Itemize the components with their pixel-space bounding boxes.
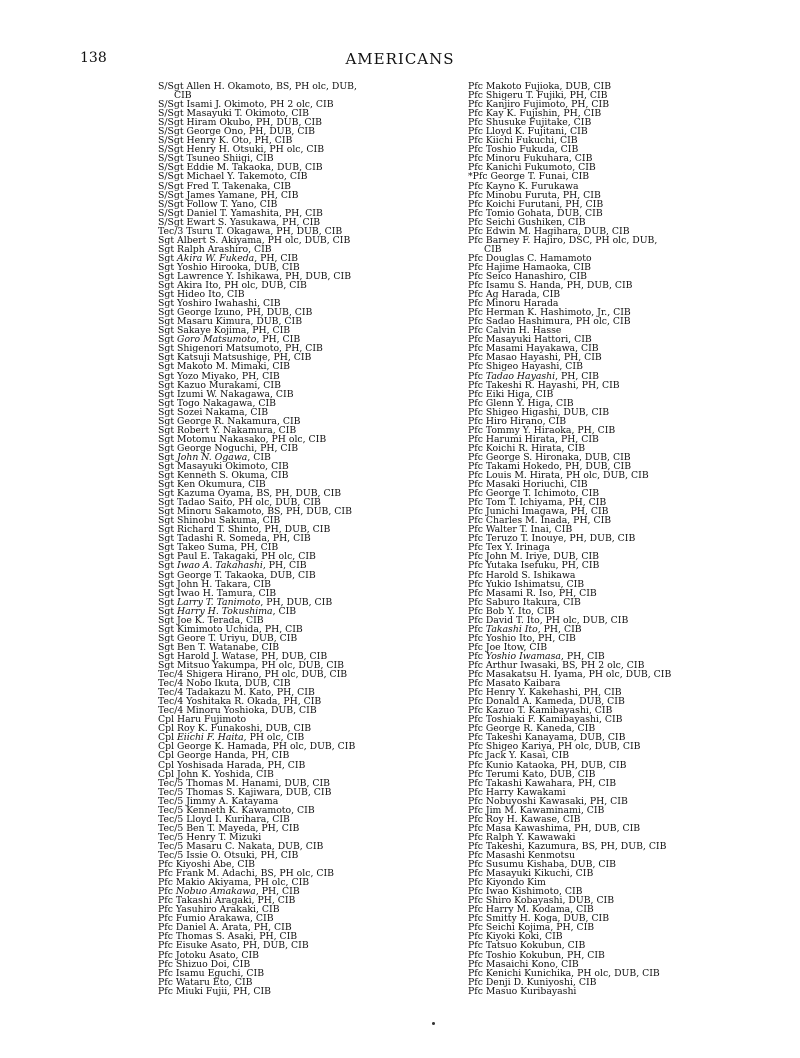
list-entry: Sgt Iwao H. Tamura, CIB	[158, 587, 277, 599]
list-entry: Pfc Masayuki Kikuchi, CIB	[468, 868, 594, 880]
list-entry: S/Sgt Allen H. Okamoto, BS, PH olc, DUB,	[158, 81, 357, 92]
list-entry: Pfc Hiro Hirano, CIB	[468, 415, 567, 427]
list-entry: Pfc Masakatsu H. Iyama, PH olc, DUB, CIB	[468, 669, 672, 681]
list-entry: Sgt Minoru Sakamoto, BS, PH, DUB, CIB	[158, 506, 352, 518]
list-entry: Pfc Takeshi R. Hayashi, PH, CIB	[468, 379, 620, 391]
list-entry: Sgt Akira Ito, PH olc, DUB, CIB	[158, 280, 307, 292]
list-entry: Pfc Isamu Eguchi, CIB	[158, 967, 265, 979]
list-entry: S/Sgt Follow T. Yano, CIB	[158, 198, 278, 210]
list-entry: Pfc Harry Kawakami	[468, 786, 566, 798]
list-entry: Sgt Lawrence Y. Ishikawa, PH, DUB, CIB	[158, 270, 352, 282]
list-entry: Pfc Hajime Hamaoka, CIB	[468, 261, 591, 273]
list-entry: Pfc Takashi Kawahara, PH, CIB	[468, 777, 617, 789]
list-entry: Pfc Yoshio Ito, PH, CIB	[468, 632, 576, 644]
list-entry: Pfc Yukio Ishimatsu, CIB	[468, 578, 585, 590]
list-entry: Pfc Iwao Kishimoto, CIB	[468, 886, 583, 898]
list-entry: Pfc Thomas S. Asaki, PH, CIB	[158, 931, 298, 943]
list-entry: CIB	[484, 243, 502, 255]
list-entry: Sgt Ben T. Watanabe, CIB	[158, 641, 280, 653]
list-entry: Pfc Masaichi Kono, CIB	[468, 958, 579, 970]
list-entry: Pfc Donald A. Kameda, DUB, CIB	[468, 696, 625, 708]
list-entry: Pfc Toshiaki F. Kamibayashi, CIB	[468, 714, 623, 726]
list-entry: Tec/5 Henry T. Mizuki	[158, 831, 262, 843]
list-entry: Pfc Tommy Y. Hiraoka, PH, CIB	[468, 424, 616, 436]
list-entry: Tec/5 Thomas S. Kajiwara, DUB, CIB	[158, 786, 332, 798]
list-entry: Pfc Harold S. Ishikawa	[468, 569, 576, 581]
list-entry: Tec/5 Thomas M. Hanami, DUB, CIB	[158, 777, 331, 789]
list-entry: Cpl George K. Hamada, PH olc, DUB, CIB	[158, 741, 356, 753]
list-entry: S/Sgt George Ono, PH, DUB, CIB	[158, 126, 315, 138]
list-entry: Pfc Jack Y. Kasai, CIB	[468, 750, 570, 762]
list-entry: Pfc Toshio Kokubun, PH, CIB	[468, 949, 605, 961]
list-entry: Pfc Koichi Furutani, PH, CIB	[468, 198, 604, 210]
list-entry: Pfc Masami R. Iso, PH, CIB	[468, 587, 597, 599]
list-entry: Sgt Hideo Ito, CIB	[158, 289, 245, 301]
list-entry: Pfc Smitty H. Koga, DUB, CIB	[468, 913, 610, 925]
list-entry: Pfc Wataru Eto, CIB	[158, 976, 253, 988]
list-entry: Tec/4 Tadakazu M. Kato, PH, CIB	[158, 687, 315, 699]
list-entry: S/Sgt Isami J. Okimoto, PH 2 olc, CIB	[158, 99, 334, 111]
list-entry: Pfc Masao Hayashi, PH, CIB	[468, 352, 602, 364]
list-entry: Sgt Tadashi R. Someda, PH, CIB	[158, 533, 311, 545]
list-entry: Pfc Nobuo Amakawa, PH, CIB	[158, 886, 300, 898]
list-entry: Pfc Eiki Higa, CIB	[468, 388, 554, 400]
list-entry: S/Sgt Daniel T. Yamashita, PH, CIB	[158, 207, 323, 219]
list-entry: Sgt Tadao Saito, PH olc, DUB, CIB	[158, 497, 321, 509]
list-entry: Pfc Harumi Hirata, PH, CIB	[468, 433, 599, 445]
list-entry: Sgt Izumi W. Nakagawa, CIB	[158, 388, 294, 400]
list-entry: Pfc Charles M. Inada, PH, CIB	[468, 515, 612, 527]
list-entry: Cpl Eiichi F. Haita, PH olc, CIB	[158, 732, 305, 744]
list-entry: Pfc Louis M. Hirata, PH olc, DUB, CIB	[468, 470, 649, 482]
list-entry: Pfc Terumi Kato, DUB, CIB	[468, 768, 596, 780]
list-entry: CIB	[174, 90, 192, 102]
list-entry: Pfc Tom T. Ichiyama, PH, CIB	[468, 497, 607, 509]
list-entry: Pfc Tatsuo Kokubun, CIB	[468, 940, 586, 952]
list-entry: Sgt Harry H. Tokushima, CIB	[158, 605, 297, 617]
list-entry: Pfc Makoto Fujioka, DUB, CIB	[468, 81, 612, 92]
list-entry: Pfc Seico Hanashiro, CIB	[468, 270, 587, 282]
list-entry: Sgt Iwao A. Takahashi, PH, CIB	[158, 560, 307, 572]
list-entry: Pfc Masa Kawashima, PH, DUB, CIB	[468, 822, 641, 834]
list-entry: Tec/3 Tsuru T. Okagawa, PH, DUB, CIB	[158, 225, 343, 237]
list-entry: Pfc Bob Y. Ito, CIB	[468, 605, 555, 617]
left-column	[158, 82, 458, 996]
list-entry: Pfc Kay K. Fujishin, PH, CIB	[468, 108, 602, 120]
list-entry: Pfc Kazuo T. Kamibayashi, CIB	[468, 705, 613, 717]
list-entry: Sgt Sakaye Kojima, PH, CIB	[158, 325, 291, 337]
list-entry: Sgt Yoshio Hirooka, DUB, CIB	[158, 261, 300, 273]
list-entry: S/Sgt Eddie M. Takaoka, DUB, CIB	[158, 162, 323, 174]
list-entry: Pfc Miuki Fujii, PH, CIB	[158, 985, 271, 997]
list-entry: Sgt Yozo Miyako, PH, CIB	[158, 370, 280, 382]
list-entry: S/Sgt Tsuneo Shiigi, CIB	[158, 153, 274, 165]
list-entry: Pfc Kiichi Fukuchi, CIB	[468, 135, 578, 147]
list-entry: Pfc Herman K. Hashimoto, Jr., CIB	[468, 307, 631, 319]
list-entry: Sgt Togo Nakagawa, CIB	[158, 397, 276, 409]
list-entry: Pfc Takashi Aragaki, PH, CIB	[158, 895, 296, 907]
list-entry: Sgt George Izuno, PH, DUB, CIB	[158, 307, 313, 319]
list-entry: Pfc Calvin H. Hasse	[468, 325, 562, 337]
list-entry: Tec/5 Issie O. Otsuki, PH, CIB	[158, 849, 299, 861]
list-entry: Pfc Lloyd K. Fujitani, CIB	[468, 126, 588, 138]
list-entry: Sgt Shigenori Matsumoto, PH, CIB	[158, 343, 323, 355]
list-entry: Sgt Yoshiro Iwahashi, CIB	[158, 298, 281, 310]
list-entry: Pfc Kanjiro Fujimoto, PH, CIB	[468, 99, 610, 111]
list-entry: Pfc Yasuhiro Arakaki, CIB	[158, 904, 280, 916]
right-column	[468, 82, 768, 996]
list-entry: Pfc Shigeo Higashi, DUB, CIB	[468, 406, 610, 418]
list-entry: Tec/5 Jimmy A. Katayama	[158, 795, 279, 807]
list-entry: Pfc Kiyoki Koki, CIB	[468, 931, 563, 943]
list-entry: Pfc Kanichi Fukumoto, CIB	[468, 162, 596, 174]
list-entry: Pfc Eisuke Asato, PH, DUB, CIB	[158, 940, 309, 952]
list-entry: Pfc Minoru Harada	[468, 298, 559, 310]
list-entry: Sgt Kenneth S. Okuma, CIB	[158, 470, 289, 482]
list-entry: Sgt Mitsuo Yakumpa, PH olc, DUB, CIB	[158, 660, 345, 671]
list-entry: Pfc Tomio Gohata, DUB, CIB	[468, 207, 603, 219]
list-entry: Sgt Harold J. Watase, PH, DUB, CIB	[158, 650, 328, 662]
list-entry: Pfc George R. Kaneda, CIB	[468, 723, 596, 735]
list-entry: S/Sgt Michael Y. Takemoto, CIB	[158, 171, 308, 183]
list-entry: Sgt George R. Nakamura, CIB	[158, 415, 301, 427]
list-entry: Sgt John H. Takara, CIB	[158, 578, 271, 590]
list-entry: Pfc Denji D. Kuniyoshi, CIB	[468, 976, 597, 988]
list-entry: S/Sgt James Yamane, PH, CIB	[158, 189, 299, 201]
list-entry: Pfc Kayno K. Furukawa	[468, 180, 579, 192]
list-entry: Sgt Goro Matsumoto, PH, CIB	[158, 334, 301, 346]
list-entry: Tec/5 Kenneth K. Kawamoto, CIB	[158, 804, 315, 816]
list-entry: Sgt Katsuji Matsushige, PH, CIB	[158, 352, 312, 364]
list-entry: Pfc Takami Hokedo, PH, DUB, CIB	[468, 460, 632, 472]
list-entry: Pfc Yoshio Iwamasa, PH, CIB	[468, 650, 605, 662]
list-entry: Pfc Shigeo Hayashi, CIB	[468, 361, 583, 373]
list-entry: Pfc Yutaka Isefuku, PH, CIB	[468, 560, 600, 572]
list-entry: Cpl Yoshisada Harada, PH, CIB	[158, 759, 306, 771]
list-entry: Pfc Teruzo T. Inouye, PH, DUB, CIB	[468, 533, 636, 545]
list-entry: Pfc Shiro Kobayashi, DUB, CIB	[468, 895, 615, 907]
list-entry: Pfc Jim M. Kawaminami, CIB	[468, 804, 605, 816]
list-entry: Tec/5 Ben T. Mayeda, PH, CIB	[158, 822, 300, 834]
list-entry: Pfc Kiyoshi Abe, CIB	[158, 859, 256, 871]
list-entry: Pfc Roy H. Kawase, CIB	[468, 813, 581, 825]
list-entry: Sgt Kazuma Oyama, BS, PH, DUB, CIB	[158, 488, 342, 500]
list-entry: Pfc Kunio Kataoka, PH, DUB, CIB	[468, 759, 627, 771]
list-entry: Sgt George T. Takaoka, DUB, CIB	[158, 569, 316, 581]
list-entry: Pfc David T. Ito, PH olc, DUB, CIB	[468, 614, 629, 626]
list-entry: Pfc Seichi Gushiken, CIB	[468, 216, 586, 228]
list-entry: Pfc Masaki Horiuchi, CIB	[468, 479, 588, 491]
list-entry: Pfc Douglas C. Hamamoto	[468, 252, 592, 264]
list-entry: Pfc Kenichi Kunichika, PH olc, DUB, CIB	[468, 967, 660, 979]
list-entry: Pfc Susumu Kishaba, DUB, CIB	[468, 859, 617, 871]
list-entry: S/Sgt Henry H. Otsuki, PH olc, CIB	[158, 144, 325, 156]
list-entry: Tec/5 Masaru C. Nakata, DUB, CIB	[158, 840, 324, 852]
list-entry: Pfc Tex Y. Irinaga	[468, 542, 551, 554]
list-entry: Pfc Frank M. Adachi, BS, PH olc, CIB	[158, 868, 334, 880]
list-entry: Sgt Richard T. Shinto, PH, DUB, CIB	[158, 524, 331, 536]
page-number: 138	[80, 50, 107, 66]
list-entry: Pfc John M. Iriye, DUB, CIB	[468, 551, 599, 563]
list-entry: Sgt Shinobu Sakuma, CIB	[158, 515, 281, 527]
list-entry: Pfc Seichi Kojima, PH, CIB	[468, 922, 595, 934]
list-entry: Pfc Takeshi Kanayama, DUB, CIB	[468, 732, 626, 744]
list-entry: Sgt George Noguchi, PH, CIB	[158, 442, 299, 454]
page-mark	[432, 1022, 435, 1025]
list-entry: Pfc George S. Hironaka, DUB, CIB	[468, 451, 631, 463]
list-entry: S/Sgt Hiram Okubo, PH, DUB, CIB	[158, 117, 322, 129]
list-entry: Pfc Toshio Fukuda, CIB	[468, 144, 579, 156]
list-entry: Sgt Paul E. Takagaki, PH olc, CIB	[158, 551, 316, 563]
list-entry: Tec/5 Lloyd I. Kurihara, CIB	[158, 813, 290, 825]
list-entry: Pfc Glenn Y. Higa, CIB	[468, 397, 574, 409]
list-entry: Pfc Kiyondo Kim	[468, 877, 546, 889]
list-entry: Pfc Takashi Ito, PH, CIB	[468, 623, 582, 635]
list-entry: Sgt Ralph Arashiro, CIB	[158, 243, 272, 255]
list-entry: S/Sgt Fred T. Takenaka, CIB	[158, 180, 291, 192]
list-entry: Sgt Kimimoto Uchida, PH, CIB	[158, 623, 303, 635]
list-entry: Sgt Masaru Kimura, DUB, CIB	[158, 316, 303, 328]
list-entry: Pfc Arthur Iwasaki, BS, PH 2 olc, CIB	[468, 660, 645, 671]
list-entry: Pfc Masayuki Hattori, CIB	[468, 334, 592, 346]
list-entry: Cpl Roy K. Funakoshi, DUB, CIB	[158, 723, 312, 735]
list-entry: Pfc Joe Itow, CIB	[468, 641, 548, 653]
list-entry: Pfc Daniel A. Arata, PH, CIB	[158, 922, 292, 934]
list-entry: Pfc Makio Akiyama, PH olc, CIB	[158, 877, 310, 889]
list-entry: Pfc Walter T. Inai, CIB	[468, 524, 573, 536]
list-entry: Sgt Joe K. Terada, CIB	[158, 614, 264, 626]
list-entry: Pfc Takeshi, Kazumura, BS, PH, DUB, CIB	[468, 840, 667, 852]
list-entry: Sgt John N. Ogawa, CIB	[158, 451, 271, 463]
list-entry: Pfc Henry Y. Kakehashi, PH, CIB	[468, 687, 622, 699]
list-entry: *Pfc George T. Funai, CIB	[468, 171, 590, 183]
page-header	[0, 50, 800, 70]
list-entry: Sgt Geore T. Uriyu, DUB, CIB	[158, 632, 298, 644]
list-entry: Pfc Ag Harada, CIB	[468, 289, 561, 301]
list-entry: Sgt Takeo Suma, PH, CIB	[158, 542, 279, 554]
list-entry: Tec/4 Minoru Yoshioka, DUB, CIB	[158, 705, 317, 717]
list-entry: Sgt Ken Okumura, CIB	[158, 479, 266, 491]
list-entry: Pfc George T. Ichimoto, CIB	[468, 488, 600, 500]
list-entry: Sgt Kazuo Murakami, CIB	[158, 379, 281, 391]
list-entry: S/Sgt Ewart S. Yasukawa, PH, CIB	[158, 216, 321, 228]
list-entry: Pfc Barney F. Hajiro, DSC, PH olc, DUB,	[468, 234, 658, 246]
list-entry: Tec/4 Nobo Ikuta, DUB, CIB	[158, 678, 291, 690]
list-entry: Pfc Ralph Y. Kawawaki	[468, 831, 576, 843]
list-entry: Pfc Masato Kaibara	[468, 678, 561, 690]
list-entry: Pfc Tadao Hayashi, PH, CIB	[468, 370, 599, 382]
list-entry: Pfc Shusuke Fujitake, CIB	[468, 117, 592, 129]
list-entry: Pfc Shigeo Kariya, PH olc, DUB, CIB	[468, 741, 641, 753]
list-entry: Sgt Masayuki Okimoto, CIB	[158, 460, 289, 472]
list-entry: Cpl John K. Yoshida, CIB	[158, 768, 274, 780]
list-entry: Pfc Nobuyoshi Kawasaki, PH, CIB	[468, 795, 628, 807]
list-entry: Tec/4 Yoshitaka R. Okada, PH, CIB	[158, 696, 322, 708]
list-entry: Pfc Jotoku Asato, CIB	[158, 949, 259, 961]
list-entry: Pfc Junichi Imagawa, PH, CIB	[468, 506, 609, 518]
list-entry: Pfc Saburo Itakura, CIB	[468, 596, 581, 608]
list-entry: Pfc Edwin M. Hagihara, DUB, CIB	[468, 225, 630, 237]
list-entry: Pfc Isamu S. Handa, PH, DUB, CIB	[468, 280, 633, 292]
list-entry: Pfc Masashi Kenmotsu	[468, 849, 576, 861]
page-title: AMERICANS	[345, 50, 455, 68]
list-entry: Sgt Albert S. Akiyama, PH olc, DUB, CIB	[158, 234, 351, 246]
list-entry: Pfc Minoru Fukuhara, CIB	[468, 153, 593, 165]
list-entry: Pfc Shizuo Doi, CIB	[158, 958, 251, 970]
list-entry: Sgt Makoto M. Mimaki, CIB	[158, 361, 291, 373]
list-entry: Pfc Fumio Arakawa, CIB	[158, 913, 274, 925]
list-entry: Tec/4 Shigera Hirano, PH olc, DUB, CIB	[158, 669, 348, 681]
list-entry: Pfc Harry M. Kodama, CIB	[468, 904, 594, 916]
list-entry: Pfc Sadao Hashimura, PH olc, CIB	[468, 316, 631, 328]
list-entry: Pfc Masuo Kuribayashi	[468, 985, 577, 997]
list-entry: Pfc Masami Hayakawa, CIB	[468, 343, 599, 355]
list-entry: Pfc Shigeru T. Fujiki, PH, CIB	[468, 90, 608, 102]
list-entry: Pfc Koichi R. Hirata, CIB	[468, 442, 586, 454]
list-entry: Sgt Larry T. Tanimoto, PH, DUB, CIB	[158, 596, 333, 608]
list-entry: S/Sgt Henry K. Oto, PH, CIB	[158, 135, 293, 147]
list-entry: S/Sgt Masayuki T. Okimoto, CIB	[158, 108, 309, 120]
list-entry: Pfc Minobu Furuta, PH, CIB	[468, 189, 601, 201]
list-entry: Cpl Haru Fujimoto	[158, 714, 247, 726]
list-entry: Sgt Akira W. Fukeda, PH, CIB	[158, 252, 298, 264]
list-entry: Sgt Robert Y. Nakamura, CIB	[158, 424, 297, 436]
list-entry: Sgt Motomu Nakasako, PH olc, CIB	[158, 433, 327, 445]
list-entry: Cpl George Handa, PH, CIB	[158, 750, 290, 762]
list-entry: Sgt Sozei Nakama, CIB	[158, 406, 269, 418]
